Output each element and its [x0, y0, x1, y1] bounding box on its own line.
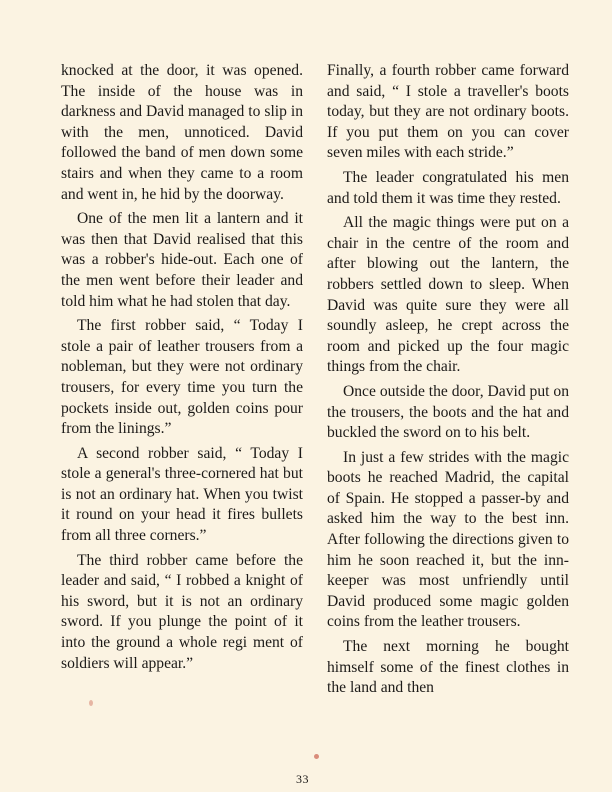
- paragraph: Once outside the door, David put on the trousers, the boots and the hat and buckled the sword on to his belt.: [327, 382, 569, 442]
- paragraph: One of the men lit a lantern and it was then that David realised that this was a robber's hide-out. Each one of the men went before their leader and told him what he had stolen that day.: [61, 210, 303, 310]
- paragraph: The leader congratulated his men and told them it was time they rested.: [327, 168, 569, 207]
- right-text-column: [327, 61, 569, 699]
- paragraph: The next morning he bought himself some of the finest clothes in the land and then: [327, 638, 569, 697]
- paragraph: The first robber said, “ Today I stole a pair of leather trousers from a nobleman, but they were not ordinary trousers, for every time you turn the pockets inside out, golden coins pour from the linings.”: [61, 317, 303, 438]
- paragraph: In just a few strides with the magic boots he reached Madrid, the capital of Spain. He stopped a passer-by and asked him the way to the best inn. After following the directions given to him he soon reached it, but the inn-keeper was most unfriendly until David produced some magic golden coins from the leather trousers.: [327, 448, 569, 631]
- paragraph: All the magic things were put on a chair in the centre of the room and after blowing out the lantern, the robbers settled down to sleep. When David was quite sure they were all soundly asleep, he crept across the room and picked up the four magic things from the chair.: [327, 214, 569, 376]
- page-number: 33: [296, 772, 309, 786]
- left-text-column: [61, 61, 303, 674]
- paragraph: Finally, a fourth robber came forward and said, “ I stole a traveller's boots today, but they are not ordinary boots. If you put them on you can cover seven miles with each stride.”: [327, 62, 569, 162]
- paragraph: knocked at the door, it was opened. The inside of the house was in darkness and David managed to slip in with the men, unnoticed. David followed the band of men down some stairs and when they came to a room and went in, he hid by the doorway.: [61, 62, 303, 203]
- paragraph: The third robber came before the leader and said, “ I robbed a knight of his sword, but it is not an ordinary sword. If you plunge the point of it into the ground a whole regi ment of soldiers will appear.”: [61, 551, 303, 672]
- ink-speck: [314, 754, 319, 759]
- paragraph: A second robber said, “ Today I stole a general's three-cornered hat but is not an ordinary hat. When you twist it round on your head it fires bullets from all three corners.”: [61, 444, 303, 545]
- ink-speck: [89, 700, 93, 706]
